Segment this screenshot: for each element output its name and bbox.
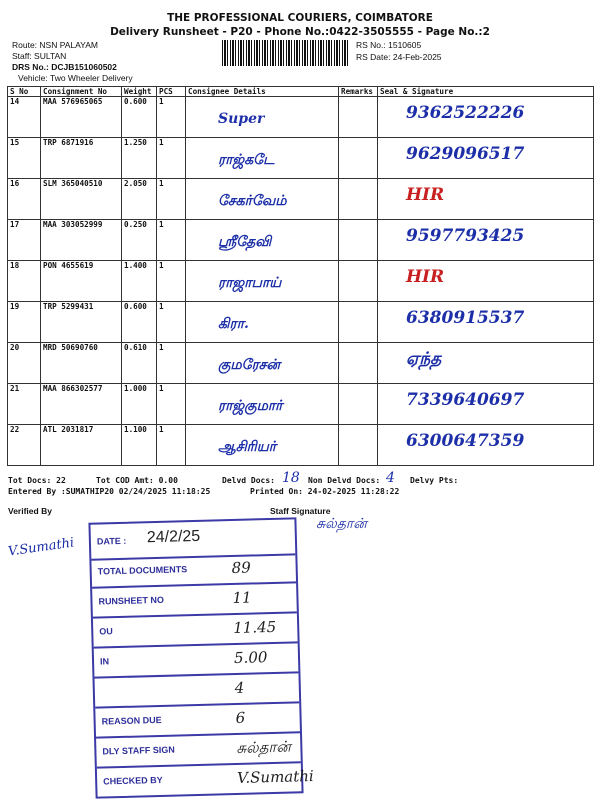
verified-by-label: Verified By <box>8 506 52 516</box>
row-pcs: 1 <box>157 425 186 466</box>
row-seal-signature <box>378 425 594 466</box>
stamp-row-label: IN <box>99 656 110 667</box>
table-row <box>8 425 594 466</box>
row-sno: 21 <box>8 384 41 425</box>
row-weight: 1.000 <box>122 384 157 425</box>
row-sno: 19 <box>8 302 41 343</box>
delivery-points: Delvy Pts: <box>410 476 459 485</box>
row-remarks <box>339 220 378 261</box>
row-consignee-details <box>186 384 339 425</box>
handwritten-signature: 9362522226 <box>406 103 525 123</box>
handwritten-consignee: ராஜ்கடே <box>218 152 275 168</box>
row-pcs: 1 <box>157 384 186 425</box>
table-row <box>8 220 594 261</box>
handwritten-signature: 6300647359 <box>406 431 525 451</box>
row-weight: 1.400 <box>122 261 157 302</box>
row-remarks <box>339 384 378 425</box>
vehicle: Vehicle: Two Wheeler Delivery <box>18 73 133 83</box>
row-seal-signature <box>378 384 594 425</box>
total-docs: Tot Docs: 22 <box>8 476 66 485</box>
table-row <box>8 179 594 220</box>
handwritten-consignee: ராஜாபாய் <box>218 275 282 291</box>
handwritten-signature: HIR <box>406 267 445 287</box>
runsheet-table <box>7 86 594 466</box>
row-consignment: ATL 2031817 <box>41 425 122 466</box>
row-sno: 18 <box>8 261 41 302</box>
col-pcs: PCS <box>157 87 186 97</box>
stamp-row-label: CHECKED BY <box>103 774 163 787</box>
row-remarks <box>339 302 378 343</box>
company-title: THE PROFESSIONAL COURIERS, COIMBATORE <box>167 12 433 24</box>
row-remarks <box>339 179 378 220</box>
row-consignment: TRP 5299431 <box>41 302 122 343</box>
stamp-row-value: 6 <box>235 708 246 727</box>
handwritten-consignee: சேகர்வேம் <box>218 193 287 209</box>
row-pcs: 1 <box>157 343 186 384</box>
stamp-row-value: சுல்தான் <box>236 737 291 757</box>
col-consignee: Consignee Details <box>186 87 339 97</box>
row-consignee-details <box>186 220 339 261</box>
rs-number: RS No.: 1510605 <box>356 40 422 50</box>
row-consignee-details <box>186 138 339 179</box>
non-delivered-label: Non Delvd Docs: <box>308 476 381 485</box>
row-seal-signature <box>378 302 594 343</box>
row-consignment: MRD 50690760 <box>41 343 122 384</box>
row-weight: 0.610 <box>122 343 157 384</box>
row-consignment: TRP 6871916 <box>41 138 122 179</box>
row-consignment: SLM 365040510 <box>41 179 122 220</box>
stamp-row-label: REASON DUE <box>101 714 162 727</box>
row-seal-signature <box>378 220 594 261</box>
route: Route: NSN PALAYAM <box>12 40 98 50</box>
stamp-row-value: 5.00 <box>233 648 268 668</box>
stamp-row-value: 89 <box>231 558 251 578</box>
row-pcs: 1 <box>157 220 186 261</box>
handwritten-signature: 6380915537 <box>406 308 525 328</box>
row-consignment: PON 4655619 <box>41 261 122 302</box>
row-consignee-details <box>186 302 339 343</box>
row-consignee-details <box>186 97 339 138</box>
row-sno: 15 <box>8 138 41 179</box>
stamp-row-value: 11.45 <box>232 617 277 638</box>
row-consignment: MAA 576965065 <box>41 97 122 138</box>
col-remarks: Remarks <box>339 87 378 97</box>
row-seal-signature <box>378 261 594 302</box>
runsheet-subtitle: Delivery Runsheet - P20 - Phone No.:0422-3505555 - Page No.:2 <box>110 26 490 38</box>
stamp-row-label: TOTAL DOCUMENTS <box>97 564 188 577</box>
row-weight: 1.100 <box>122 425 157 466</box>
table-row <box>8 343 594 384</box>
row-seal-signature <box>378 179 594 220</box>
row-remarks <box>339 97 378 138</box>
entered-by: Entered By :SUMATHIP20 02/24/2025 11:18:25 <box>8 487 211 496</box>
row-weight: 0.250 <box>122 220 157 261</box>
row-remarks <box>339 343 378 384</box>
non-delivered-value: 4 <box>386 470 395 486</box>
row-sno: 20 <box>8 343 41 384</box>
table-header-row <box>8 87 594 97</box>
col-weight: Weight <box>122 87 157 97</box>
staff-handwritten-signature: சுல்தான் <box>316 516 367 532</box>
handwritten-consignee: Super <box>218 111 265 127</box>
row-pcs: 1 <box>157 179 186 220</box>
staff: Staff: SULTAN <box>12 51 67 61</box>
handwritten-signature: 9629096517 <box>406 144 525 164</box>
handwritten-signature: 9597793425 <box>406 226 525 246</box>
row-consignment: MAA 303052999 <box>41 220 122 261</box>
row-seal-signature <box>378 343 594 384</box>
row-seal-signature <box>378 138 594 179</box>
row-consignee-details <box>186 179 339 220</box>
row-sno: 16 <box>8 179 41 220</box>
row-remarks <box>339 261 378 302</box>
handwritten-signature: HIR <box>406 185 445 205</box>
delivered-docs-value: 18 <box>282 470 300 486</box>
row-sno: 14 <box>8 97 41 138</box>
row-consignment: MAA 866302577 <box>41 384 122 425</box>
rs-date: RS Date: 24-Feb-2025 <box>356 52 442 62</box>
handwritten-consignee: கிரா. <box>218 316 249 332</box>
handwritten-signature: 7339640697 <box>406 390 525 410</box>
row-pcs: 1 <box>157 302 186 343</box>
table-row <box>8 261 594 302</box>
drs-number: DRS No.: DCJB151060502 <box>12 62 117 72</box>
stamp-row-label: DLY STAFF SIGN <box>102 744 175 757</box>
row-remarks <box>339 138 378 179</box>
table-row <box>8 384 594 425</box>
handwritten-signature: ஏந்த <box>406 349 442 369</box>
barcode <box>222 40 350 66</box>
col-sno: S No <box>8 87 41 97</box>
row-remarks <box>339 425 378 466</box>
table-row <box>8 138 594 179</box>
verification-stamp <box>88 517 314 798</box>
stamp-row-label: OU <box>99 626 113 637</box>
row-weight: 2.050 <box>122 179 157 220</box>
stamp-row-value: 4 <box>234 678 245 697</box>
table-row <box>8 302 594 343</box>
stamp-row-label: RUNSHEET NO <box>98 594 165 607</box>
delivered-docs-label: Delvd Docs: <box>222 476 275 485</box>
row-weight: 0.600 <box>122 302 157 343</box>
handwritten-consignee: ஆசிரியர் <box>218 439 277 455</box>
col-seal-signature: Seal & Signature <box>378 87 594 97</box>
row-seal-signature <box>378 97 594 138</box>
row-consignee-details <box>186 343 339 384</box>
row-consignee-details <box>186 425 339 466</box>
row-sno: 17 <box>8 220 41 261</box>
printed-on: Printed On: 24-02-2025 11:28:22 <box>250 487 400 496</box>
row-weight: 1.250 <box>122 138 157 179</box>
handwritten-consignee: குமரேசன் <box>218 357 281 373</box>
verified-signature: V.Sumathi <box>7 535 76 560</box>
row-pcs: 1 <box>157 261 186 302</box>
handwritten-consignee: ராஜ்குமார் <box>218 398 283 414</box>
row-consignee-details <box>186 261 339 302</box>
row-pcs: 1 <box>157 97 186 138</box>
total-cod: Tot COD Amt: 0.00 <box>96 476 178 485</box>
staff-signature-label: Staff Signature <box>270 506 331 516</box>
stamp-row-value: 11 <box>232 588 252 608</box>
col-consignment: Consignment No <box>41 87 122 97</box>
row-sno: 22 <box>8 425 41 466</box>
table-row <box>8 97 594 138</box>
stamp-date-value: 24/2/25 <box>146 527 201 547</box>
stamp-row <box>97 763 314 796</box>
row-weight: 0.600 <box>122 97 157 138</box>
row-pcs: 1 <box>157 138 186 179</box>
stamp-date-label: DATE : <box>96 535 127 547</box>
handwritten-consignee: ஸ்ரீதேவி <box>218 234 272 250</box>
stamp-row-value: V.Sumathi <box>236 766 314 787</box>
